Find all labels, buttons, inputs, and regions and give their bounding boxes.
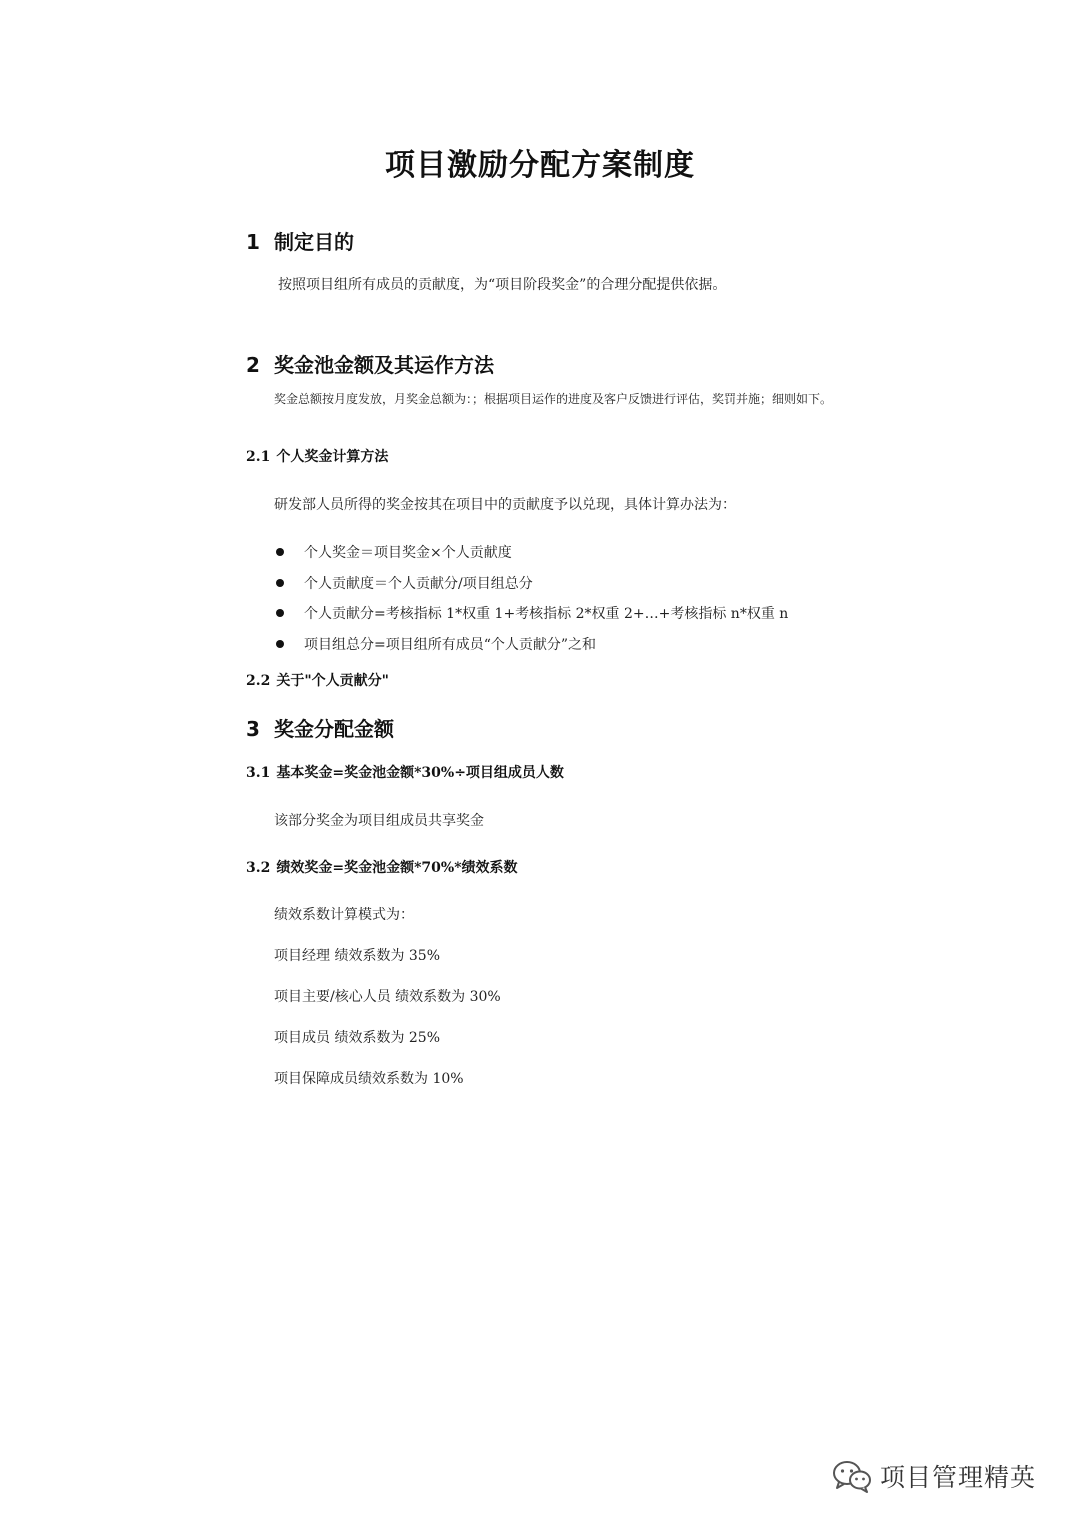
list-item-text: 项目组总分=项目组所有成员“个人贡献分”之和	[304, 636, 597, 653]
wechat-icon	[832, 1459, 872, 1493]
bullet-dot-icon	[276, 640, 284, 648]
subsection-2-1-heading	[246, 446, 388, 466]
subsection-number: 3.2	[246, 860, 271, 876]
section-title: 奖金池金额及其运作方法	[274, 353, 494, 377]
list-item: 项目主要/核心人员 绩效系数为 30%	[274, 989, 501, 1005]
list-item: 项目经理 绩效系数为 35%	[274, 948, 441, 964]
section-3-heading	[246, 713, 394, 742]
list-item-text: 个人奖金＝项目奖金×个人贡献度	[304, 545, 512, 562]
list-item: 项目成员 绩效系数为 25%	[274, 1030, 441, 1046]
watermark-text: 项目管理精英	[880, 1463, 1037, 1492]
section-title: 制定目的	[274, 230, 354, 254]
section-1-paragraph: 按照项目组所有成员的贡献度，为“项目阶段奖金”的合理分配提供依据。	[278, 277, 727, 293]
list-item	[274, 568, 788, 599]
list-item-text: 个人贡献度＝个人贡献分/项目组总分	[304, 575, 533, 592]
subsection-3-1-heading	[246, 762, 564, 782]
bullet-dot-icon	[276, 548, 284, 556]
section-title: 奖金分配金额	[274, 717, 394, 741]
formula-bullet-list	[274, 537, 788, 659]
coefficient-list	[274, 944, 501, 1108]
subsection-3-1-paragraph: 该部分奖金为项目组成员共享奖金	[274, 813, 484, 829]
section-number: 3	[246, 717, 260, 741]
section-2-paragraph: 奖金总额按月度发放，月奖金总额为：；根据项目运作的进度及客户反馈进行评估，奖罚并施；细则如下。	[274, 392, 833, 406]
section-number: 2	[246, 353, 260, 377]
subsection-number: 3.1	[246, 765, 271, 781]
watermark	[832, 1458, 1036, 1494]
subsection-title: 关于"个人贡献分"	[276, 673, 389, 689]
subsection-number: 2.2	[246, 673, 271, 689]
subsection-2-2-heading	[246, 670, 389, 690]
subsection-2-1-paragraph: 研发部人员所得的奖金按其在项目中的贡献度予以兑现，具体计算办法为：	[274, 497, 736, 513]
bullet-dot-icon	[276, 579, 284, 587]
section-2-heading	[246, 349, 494, 378]
document-title: 项目激励分配方案制度	[385, 148, 695, 183]
subsection-title: 绩效奖金=奖金池金额*70%*绩效系数	[276, 860, 518, 876]
list-item	[274, 598, 788, 629]
subsection-number: 2.1	[246, 449, 271, 465]
subsection-3-2-heading	[246, 857, 518, 877]
list-item	[274, 537, 788, 568]
bullet-dot-icon	[276, 609, 284, 617]
section-number: 1	[246, 230, 260, 254]
subsection-title: 个人奖金计算方法	[276, 449, 389, 465]
list-item	[274, 629, 788, 660]
section-1-heading	[246, 226, 354, 255]
subsection-title: 基本奖金=奖金池金额*30%÷项目组成员人数	[276, 765, 564, 781]
list-item-text: 个人贡献分=考核指标 1*权重 1+考核指标 2*权重 2+…+考核指标 n*权重 n	[304, 606, 789, 623]
list-item: 项目保障成员绩效系数为 10%	[274, 1071, 464, 1087]
subsection-3-2-paragraph: 绩效系数计算模式为：	[274, 907, 414, 923]
